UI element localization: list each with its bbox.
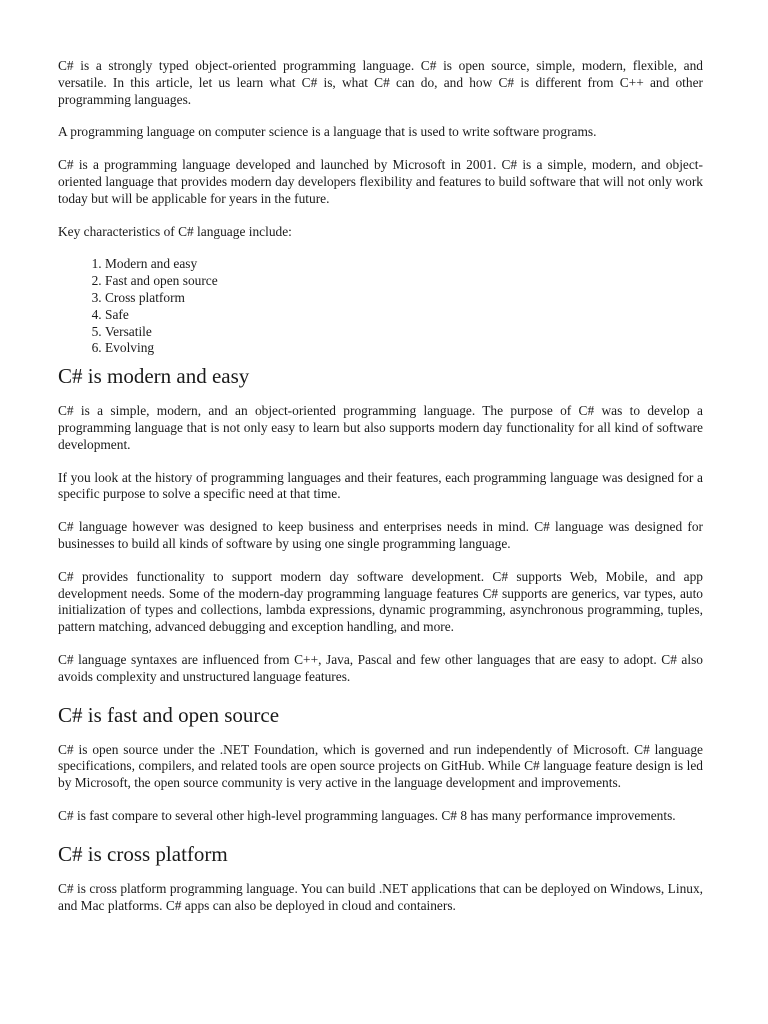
characteristics-list — [58, 256, 703, 357]
intro-paragraph-1: C# is a strongly typed object-oriented programming language. C# is open source, simple, modern, flexible, and versatile. In this article, let us learn what C# is, what C# can do, and how C# is different from C++ and other programming languages. — [58, 58, 703, 107]
list-item: 6. Evolving — [105, 340, 703, 357]
section1-paragraph-1: C# is a simple, modern, and an object-oriented programming language. The purpose of C# was to develop a programming language that is not only easy to learn but also supports modern day functionality for all kind of software development. — [58, 403, 703, 452]
list-item: 5. Versatile — [105, 324, 703, 341]
intro-paragraph-4: Key characteristics of C# language include: — [58, 223, 292, 239]
document-page — [58, 58, 703, 930]
section3-paragraph-1: C# is cross platform programming language. You can build .NET applications that can be deployed on Windows, Linux, and Mac platforms. C# apps can also be deployed in cloud and containers. — [58, 880, 703, 913]
list-item: 2. Fast and open source — [105, 273, 703, 290]
section-heading-cross-platform: C# is cross platform — [58, 841, 228, 866]
list-item: 3. Cross platform — [105, 290, 703, 307]
section1-paragraph-4: C# provides functionality to support modern day software development. C# supports Web, Mobile, and app development needs. Some of the modern-day programming language features C# supports are generics, var types, auto initialization of types and collections, lambda expressions, dynamic programming, asynchronous programming, tuples, pattern matching, advanced debugging and exception handling, and more. — [58, 568, 703, 635]
section1-paragraph-2: If you look at the history of programming languages and their features, each programming language was designed for a specific purpose to solve a specific need at that time. — [58, 469, 703, 502]
section2-paragraph-1: C# is open source under the .NET Foundation, which is governed and run independently of Microsoft. C# language specifications, compilers, and related tools are open source projects on GitHub. While C# language feature design is led by Microsoft, the open source community is very active in the language development and improvements. — [58, 741, 703, 791]
section-heading-modern-easy: C# is modern and easy — [58, 364, 250, 389]
list-item: 4. Safe — [105, 307, 703, 324]
list-item: 1. Modern and easy — [105, 256, 703, 273]
section2-paragraph-2: C# is fast compare to several other high-level programming languages. C# 8 has many performance improvements. — [58, 807, 676, 823]
section1-paragraph-3: C# language however was designed to keep business and enterprises needs in mind. C# language was designed for businesses to build all kinds of software by using one single programming language. — [58, 519, 703, 551]
section-heading-fast-open-source: C# is fast and open source — [58, 702, 280, 727]
intro-paragraph-3: C# is a programming language developed and launched by Microsoft in 2001. C# is a simple, modern, and object-oriented language that provides modern day developers flexibility and features to build software that will not only work today but will be applicable for years in the future. — [58, 157, 703, 206]
section1-paragraph-5: C# language syntaxes are influenced from C++, Java, Pascal and few other languages that are easy to adopt. C# also avoids complexity and unstructured language features. — [58, 651, 703, 684]
intro-paragraph-2: A programming language on computer science is a language that is used to write software programs. — [58, 124, 597, 140]
